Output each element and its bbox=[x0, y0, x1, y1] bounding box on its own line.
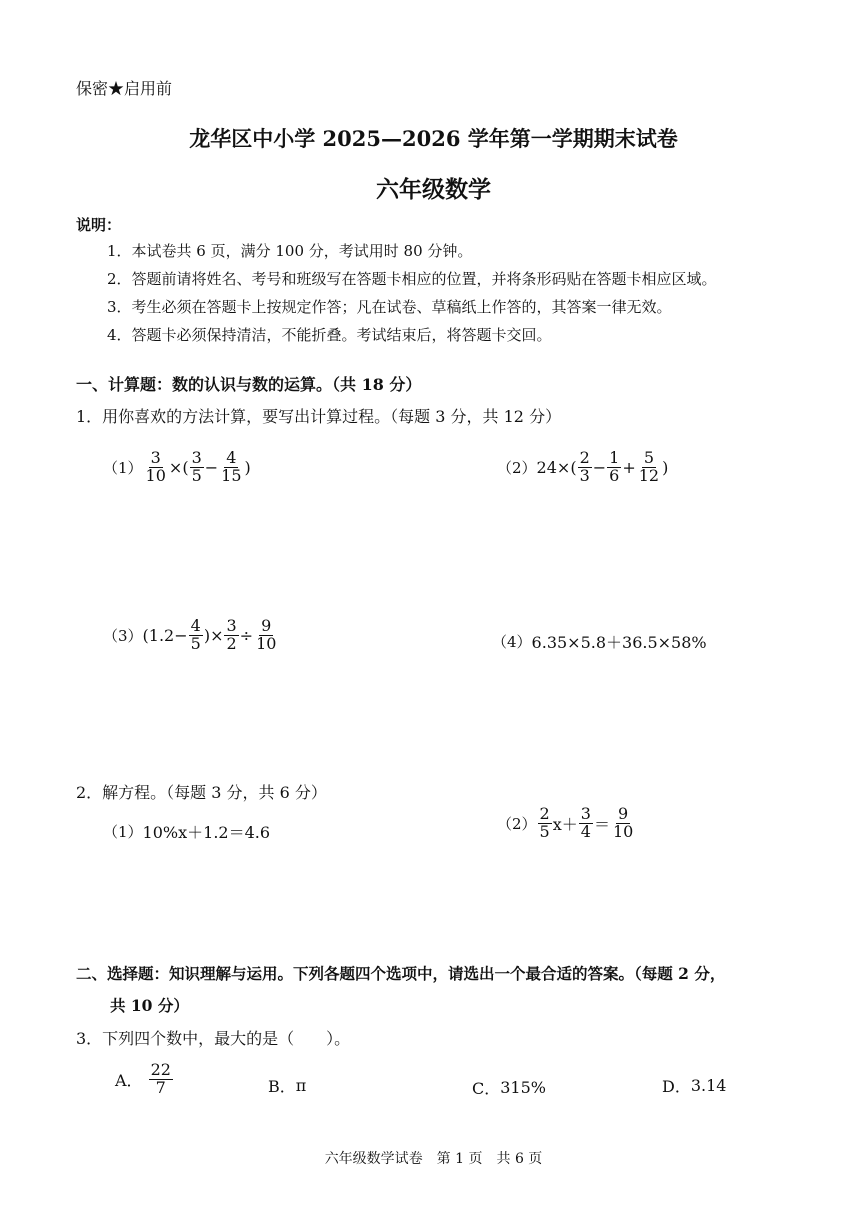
question3-stem: 3．下列四个数中，最大的是（ ）。 bbox=[76, 1029, 351, 1048]
fraction bbox=[578, 450, 592, 485]
operator: (1.2− bbox=[142, 625, 188, 645]
note-item: 4．答题卡必须保持清洁，不能折叠。考试结束后，将答题卡交回。 bbox=[107, 326, 552, 344]
fraction bbox=[611, 806, 635, 841]
q1-item-3 bbox=[103, 618, 279, 653]
fraction bbox=[607, 450, 621, 485]
operator: ＝ bbox=[593, 814, 610, 834]
denominator: 5 bbox=[539, 821, 550, 841]
numerator: 4 bbox=[226, 448, 237, 467]
numerator: 4 bbox=[190, 616, 201, 635]
operator: )× bbox=[203, 625, 224, 645]
fraction bbox=[538, 806, 552, 841]
operator: − bbox=[592, 457, 607, 477]
option-label: B． bbox=[268, 1077, 296, 1096]
option-value: 315% bbox=[500, 1078, 546, 1097]
denominator: 15 bbox=[221, 465, 242, 485]
numerator: 5 bbox=[643, 448, 655, 467]
numerator: 3 bbox=[150, 448, 161, 467]
denominator: 5 bbox=[191, 465, 202, 485]
option-label: C． bbox=[472, 1079, 501, 1098]
option-d bbox=[662, 1074, 726, 1097]
operator: x＋ bbox=[552, 814, 578, 834]
section2-heading-cont: 共 10 分） bbox=[110, 996, 189, 1015]
exam-subtitle: 六年级数学 bbox=[376, 176, 491, 203]
numerator: 3 bbox=[226, 616, 237, 635]
denominator: 6 bbox=[609, 465, 620, 485]
denominator: 3 bbox=[579, 465, 590, 485]
section1-heading: 一、计算题：数的认识与数的运算。（共 18 分） bbox=[76, 375, 422, 394]
option-label: D． bbox=[662, 1077, 691, 1096]
denominator: 7 bbox=[155, 1077, 166, 1097]
denominator: 10 bbox=[145, 465, 166, 485]
fraction bbox=[190, 450, 204, 485]
expression-text: 6.35×5.8＋36.5×58% bbox=[531, 633, 707, 652]
numerator: 9 bbox=[618, 804, 629, 823]
operator: − bbox=[204, 457, 219, 477]
numerator: 22 bbox=[150, 1060, 171, 1079]
operator: ) bbox=[244, 457, 251, 477]
fraction bbox=[637, 450, 661, 485]
operator: ×( bbox=[168, 457, 189, 477]
item-label: （4） bbox=[492, 633, 532, 651]
numerator: 3 bbox=[191, 448, 202, 467]
denominator: 2 bbox=[226, 633, 237, 653]
operator: ÷ bbox=[239, 625, 254, 645]
equation-text: 10%x＋1.2＝4.6 bbox=[142, 823, 271, 842]
numerator: 2 bbox=[579, 448, 590, 467]
item-label: （2） bbox=[497, 458, 537, 477]
section2-heading: 二、选择题：知识理解与运用。下列各题四个选项中，请选出一个最合适的答案。（每题 2 分， bbox=[76, 964, 726, 983]
fraction bbox=[189, 618, 203, 653]
option-b bbox=[268, 1074, 306, 1097]
numerator: 3 bbox=[580, 804, 591, 823]
notes-heading: 说明： bbox=[76, 216, 122, 234]
fraction bbox=[579, 806, 593, 841]
option-value: 3.14 bbox=[690, 1076, 727, 1095]
q1-item-1 bbox=[103, 450, 251, 485]
fraction bbox=[219, 450, 243, 485]
fraction bbox=[224, 618, 238, 653]
fraction bbox=[149, 1062, 173, 1097]
numerator: 9 bbox=[261, 616, 272, 635]
note-item: 3．考生必须在答题卡上按规定作答；凡在试卷、草稿纸上作答的，其答案一律无效。 bbox=[107, 298, 672, 316]
item-label: （1） bbox=[103, 823, 143, 841]
operator: + bbox=[622, 457, 636, 477]
confidential-mark: 保密★启用前 bbox=[76, 79, 173, 98]
numerator: 2 bbox=[539, 804, 550, 823]
operator: ) bbox=[662, 457, 669, 477]
denominator: 10 bbox=[256, 633, 277, 653]
fraction bbox=[254, 618, 278, 653]
denominator: 5 bbox=[190, 633, 201, 653]
option-a bbox=[115, 1062, 174, 1097]
option-label: A． bbox=[115, 1070, 143, 1090]
note-item: 1．本试卷共 6 页，满分 100 分，考试用时 80 分钟。 bbox=[107, 242, 473, 260]
question1-stem: 1．用你喜欢的方法计算，要写出计算过程。（每题 3 分，共 12 分） bbox=[76, 407, 562, 426]
fraction bbox=[144, 450, 168, 485]
q2-item-1 bbox=[103, 820, 270, 843]
item-label: （3） bbox=[103, 626, 143, 645]
item-label: （2） bbox=[497, 814, 537, 833]
exam-title: 龙华区中小学 2025—2026 学年第一学期期末试卷 bbox=[189, 126, 678, 151]
option-value: π bbox=[295, 1076, 307, 1095]
option-c bbox=[472, 1076, 546, 1099]
q1-item-2 bbox=[497, 450, 668, 485]
operator: 24×( bbox=[536, 457, 577, 477]
q2-item-2 bbox=[497, 806, 636, 841]
note-item: 2．答题前请将姓名、考号和班级写在答题卡相应的位置，并将条形码贴在答题卡相应区域。 bbox=[107, 270, 717, 288]
denominator: 12 bbox=[638, 465, 660, 485]
denominator: 4 bbox=[580, 821, 591, 841]
question2-stem: 2．解方程。（每题 3 分，共 6 分） bbox=[76, 783, 327, 802]
q1-item-4 bbox=[492, 630, 707, 653]
item-label: （1） bbox=[103, 458, 143, 477]
page-footer: 六年级数学试卷 第 1 页 共 6 页 bbox=[324, 1151, 543, 1167]
denominator: 10 bbox=[612, 821, 634, 841]
numerator: 1 bbox=[609, 448, 620, 467]
